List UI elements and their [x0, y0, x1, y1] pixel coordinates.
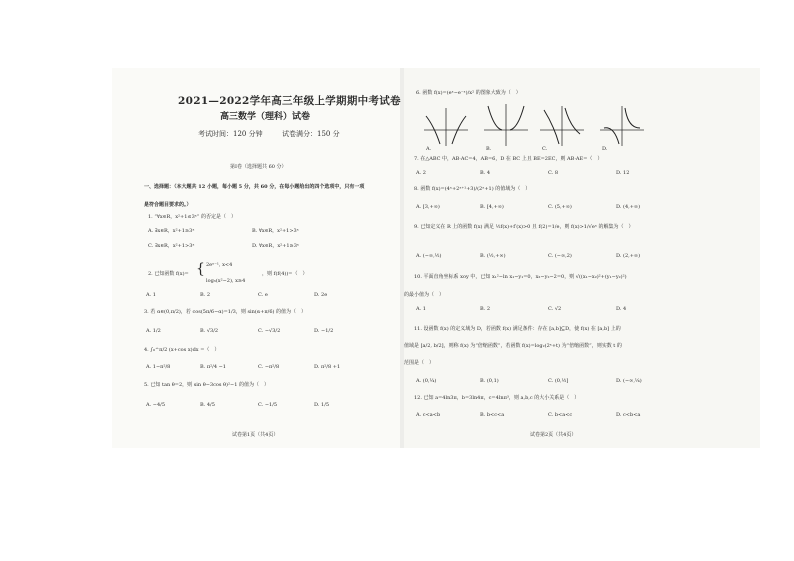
left-page [112, 68, 400, 448]
q6-graph-d [600, 104, 644, 146]
exam-subtitle: 高三数学（理科）试卷 [220, 112, 311, 122]
full-score: 试卷满分：150 分 [282, 130, 340, 138]
q6-graph-c [540, 104, 584, 146]
q11-option-b: B. (0,1) [480, 378, 499, 384]
q7-option-a: A. 2 [416, 170, 426, 176]
q11-option-d: D. (−∞,¼) [616, 378, 642, 384]
section-heading: 一、选择题：（本大题共 12 小题，每小题 5 分，共 60 分，在每小题给出的四个选项中，只有一项 [144, 184, 365, 190]
question-9: 9. 已知定义在 R 上的函数 f(x) 满足 ½f(x)+f′(x)>0 且 f(2)=1/e，则 f(x)>1/√eˣ 的解集为（ ） [414, 224, 634, 230]
q9-option-a: A. (−∞,½) [416, 253, 442, 259]
q5-option-d: D. 1/5 [314, 402, 330, 408]
question-4: 4. ∫₀^π/2 (x+cos x)dx =（ ） [144, 347, 220, 353]
q1-option-a: A. ∃x∈R，x²+1≥3ˣ [148, 228, 195, 234]
q2-suffix: ，则 f(f(4))=（ ） [262, 271, 308, 277]
q10-option-b: B. 2 [480, 306, 491, 312]
question-11: 11. 设函数 f(x) 的定义域为 D，若函数 f(x) 满足条件：存在 [a,b]⊆D，使 f(x) 在 [a,b] 上的 [414, 326, 621, 332]
exam-title: 2021—2022学年高三年级上学期期中考试卷 [178, 95, 401, 107]
q12-option-a: A. c<a<b [416, 412, 441, 418]
q2-option-c: C. e [258, 292, 268, 298]
q8-option-a: A. [3,+∞) [416, 204, 440, 210]
q7-option-d: D. 12 [616, 170, 630, 176]
question-12: 12. 已知 a=4ln3π，b=3ln4π，c=4lnπ³，则 a,b,c 的大小关系是（ ） [414, 395, 580, 401]
q2-option-b: B. 2 [200, 292, 211, 298]
q6-label-d: D. [602, 146, 608, 152]
q9-option-b: B. (½,+∞) [480, 253, 506, 259]
q2-option-a: A. 1 [146, 292, 156, 298]
q3-option-b: B. √3/2 [200, 328, 219, 334]
q2-option-d: D. 2e [314, 292, 328, 298]
question-3: 3. 若 α∈(0,π/2)，若 cos(5π/6−α)=1/3，则 sin(α+π/6) 的值为（ ） [144, 309, 307, 315]
q3-option-d: D. −1/2 [314, 328, 334, 334]
right-page-footer: 试卷第2页（共4页） [530, 432, 577, 438]
q4-option-c: C. −π²/8 [258, 364, 280, 370]
q8-option-b: B. [4,+∞) [480, 204, 504, 210]
q7-option-c: C. 8 [548, 170, 559, 176]
exam-time: 考试时间：120 分钟 [198, 130, 263, 138]
q6-label-c: C. [542, 146, 548, 152]
q1-option-d: D. ∀x∈R，x²+1≥3ˣ [252, 243, 299, 249]
q12-option-c: C. b<a<c [548, 412, 573, 418]
question-2: 2. 已知函数 f(x)= [148, 271, 189, 277]
question-10-cont: 的最小值为（ ） [404, 292, 445, 298]
q5-option-c: C. −1/5 [258, 402, 278, 408]
question-7: 7. 在△ABC 中，AB·AC=4，AB=6，D 在 BC 上且 BE=2EC，则 AB·AE=（ ） [414, 156, 603, 162]
q7-option-b: B. 4 [480, 170, 491, 176]
q11-option-c: C. (0,½] [548, 378, 569, 384]
q4-option-a: A. 1−π²/8 [146, 364, 171, 370]
q6-graph-a [424, 106, 468, 146]
q6-graph-b [484, 102, 528, 146]
q2-case-2: log₃(x²−2), x≥4 [206, 278, 246, 284]
question-6: 6. 函数 f(x)=(eˣ−e⁻ˣ)/x² 的图象大致为（ ） [416, 90, 521, 96]
question-5: 5. 已知 tan θ=2，则 sin θ−3cos θ)²−1 的值为（ ） [144, 382, 269, 388]
q10-option-a: A. 1 [416, 306, 426, 312]
q1-option-c: C. ∃x∈R，x²+1>3ˣ [148, 243, 195, 249]
q4-option-b: B. π²/4 −1 [200, 364, 226, 370]
question-8: 8. 函数 f(x)=(4ˣ+2ˣ⁺¹+3)/(2ˣ+1) 的值域为（ ） [414, 186, 531, 192]
q3-option-a: A. 1/2 [146, 328, 161, 334]
q4-option-d: D. π²/8 +1 [314, 364, 341, 370]
part-header: 第Ⅰ卷（选择题共 60 分） [230, 164, 287, 170]
q11-option-a: A. (0,¼) [416, 378, 437, 384]
q9-option-d: D. (2,+∞) [616, 253, 641, 259]
q9-option-c: C. (−∞,2) [548, 253, 572, 259]
question-11-cont-2: 范围是（ ） [404, 360, 435, 366]
q2-brace: { [196, 261, 205, 277]
q5-option-b: B. 4/5 [200, 402, 215, 408]
q8-option-c: C. (5,+∞) [548, 204, 572, 210]
question-10: 10. 平面直角坐标系 xoy 中，已知 x₁²−ln x₁−y₁=0，x₂−y₂−2=0，则 √((x₁−x₂)²+(y₁−y₂)²) [414, 274, 627, 280]
q8-option-d: D. (4,+∞) [616, 204, 641, 210]
q12-option-b: B. b<c<a [480, 412, 505, 418]
q6-label-a: A. [426, 146, 432, 152]
section-heading-cont: 是符合题目要求的。） [144, 202, 192, 208]
q12-option-d: D. c<b<a [616, 412, 641, 418]
q1-option-b: B. ∀x∈R，x²+1>3ˣ [252, 228, 299, 234]
question-11-cont: 值域是 [a/2, b/2]，则称 f(x) 为“倍缩函数”，若函数 f(x)=log₂(2ˣ+t) 为“倍缩函数”，则实数 t 的 [404, 343, 622, 349]
q5-option-a: A. −4/5 [146, 402, 166, 408]
q10-option-c: C. √2 [548, 306, 562, 312]
question-1: 1. “∀x∈R，x²+1≤3ˣ” 的否定是（ ） [148, 214, 237, 220]
q6-label-b: B. [486, 146, 492, 152]
left-page-footer: 试卷第1页（共4页） [232, 432, 279, 438]
q10-option-d: D. 4 [616, 306, 627, 312]
q3-option-c: C. −√3/2 [258, 328, 281, 334]
q2-case-1: 2eˣ⁻¹, x<4 [206, 262, 233, 268]
